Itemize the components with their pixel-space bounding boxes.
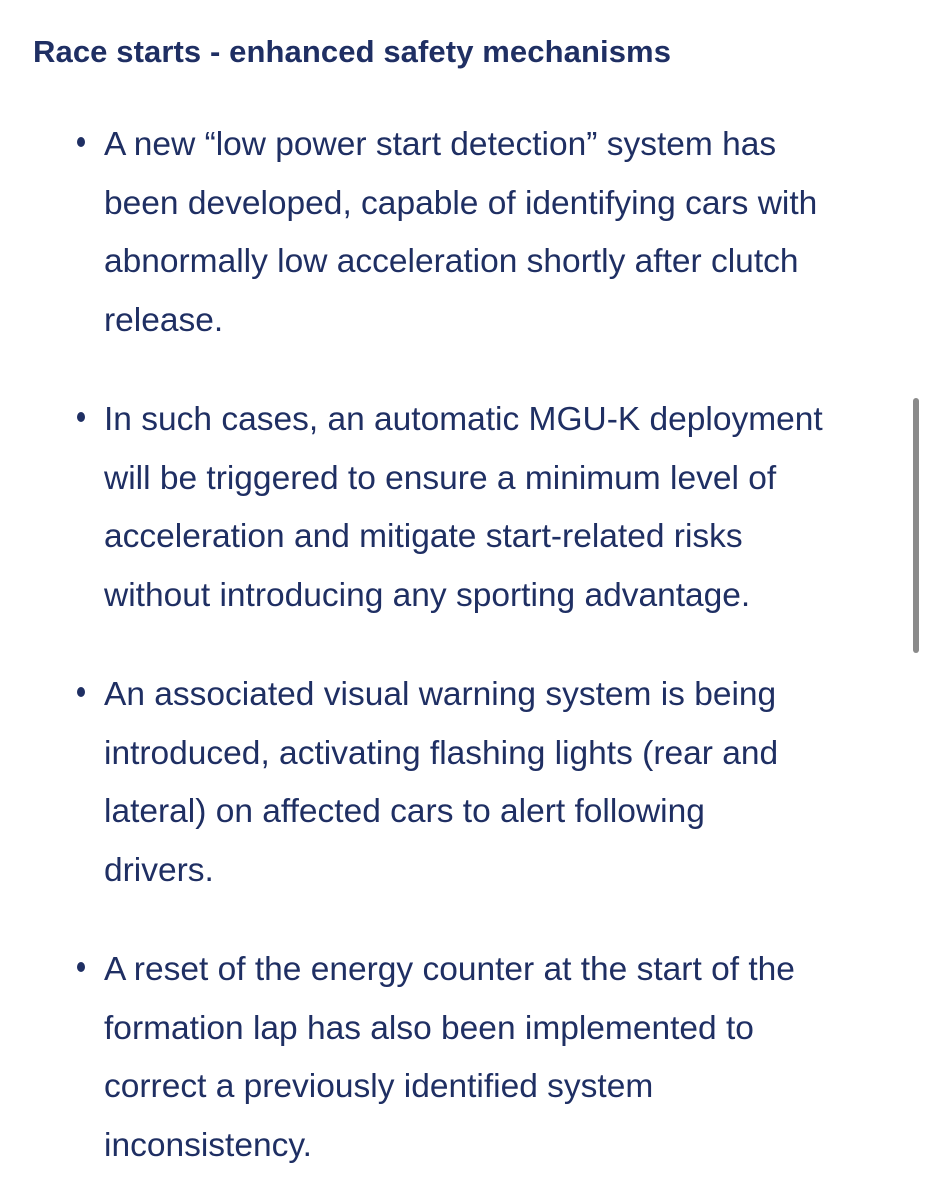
text-line: acceleration and mitigate start-related risks xyxy=(104,518,743,555)
bullet-text xyxy=(104,391,904,625)
text-line: formation lap has also been implemented to xyxy=(104,1009,754,1047)
vertical-scrollbar[interactable] xyxy=(913,398,919,653)
bullet-dot-icon xyxy=(77,687,85,697)
text-line: A reset of the energy counter at the start of the xyxy=(104,951,795,988)
text-line: correct a previously identified system xyxy=(104,1068,654,1105)
text-line: drivers. xyxy=(104,851,214,889)
bullet-text xyxy=(104,116,904,350)
text-line: lateral) on affected cars to alert following xyxy=(104,793,705,830)
text-line: will be triggered to ensure a minimum level of xyxy=(104,459,777,497)
bullet-dot-icon xyxy=(77,962,85,972)
text-line: abnormally low acceleration shortly after clutch xyxy=(104,243,799,280)
text-line: inconsistency. xyxy=(104,1126,312,1164)
text-line: introduced, activating flashing lights (rear and xyxy=(104,734,779,772)
text-line: been developed, capable of identifying cars with xyxy=(104,184,818,222)
bullet-text xyxy=(104,941,904,1175)
section-heading: Race starts - enhanced safety mechanisms xyxy=(33,34,672,69)
text-line: without introducing any sporting advantage. xyxy=(104,576,751,614)
text-line: release. xyxy=(104,301,224,339)
bullet-text xyxy=(104,666,904,900)
text-line: An associated visual warning system is being xyxy=(104,676,777,713)
bullet-dot-icon xyxy=(77,412,85,422)
text-line: A new “low power start detection” system has xyxy=(104,126,777,163)
text-line: In such cases, an automatic MGU-K deployment xyxy=(104,401,823,438)
bullet-dot-icon xyxy=(77,137,85,147)
